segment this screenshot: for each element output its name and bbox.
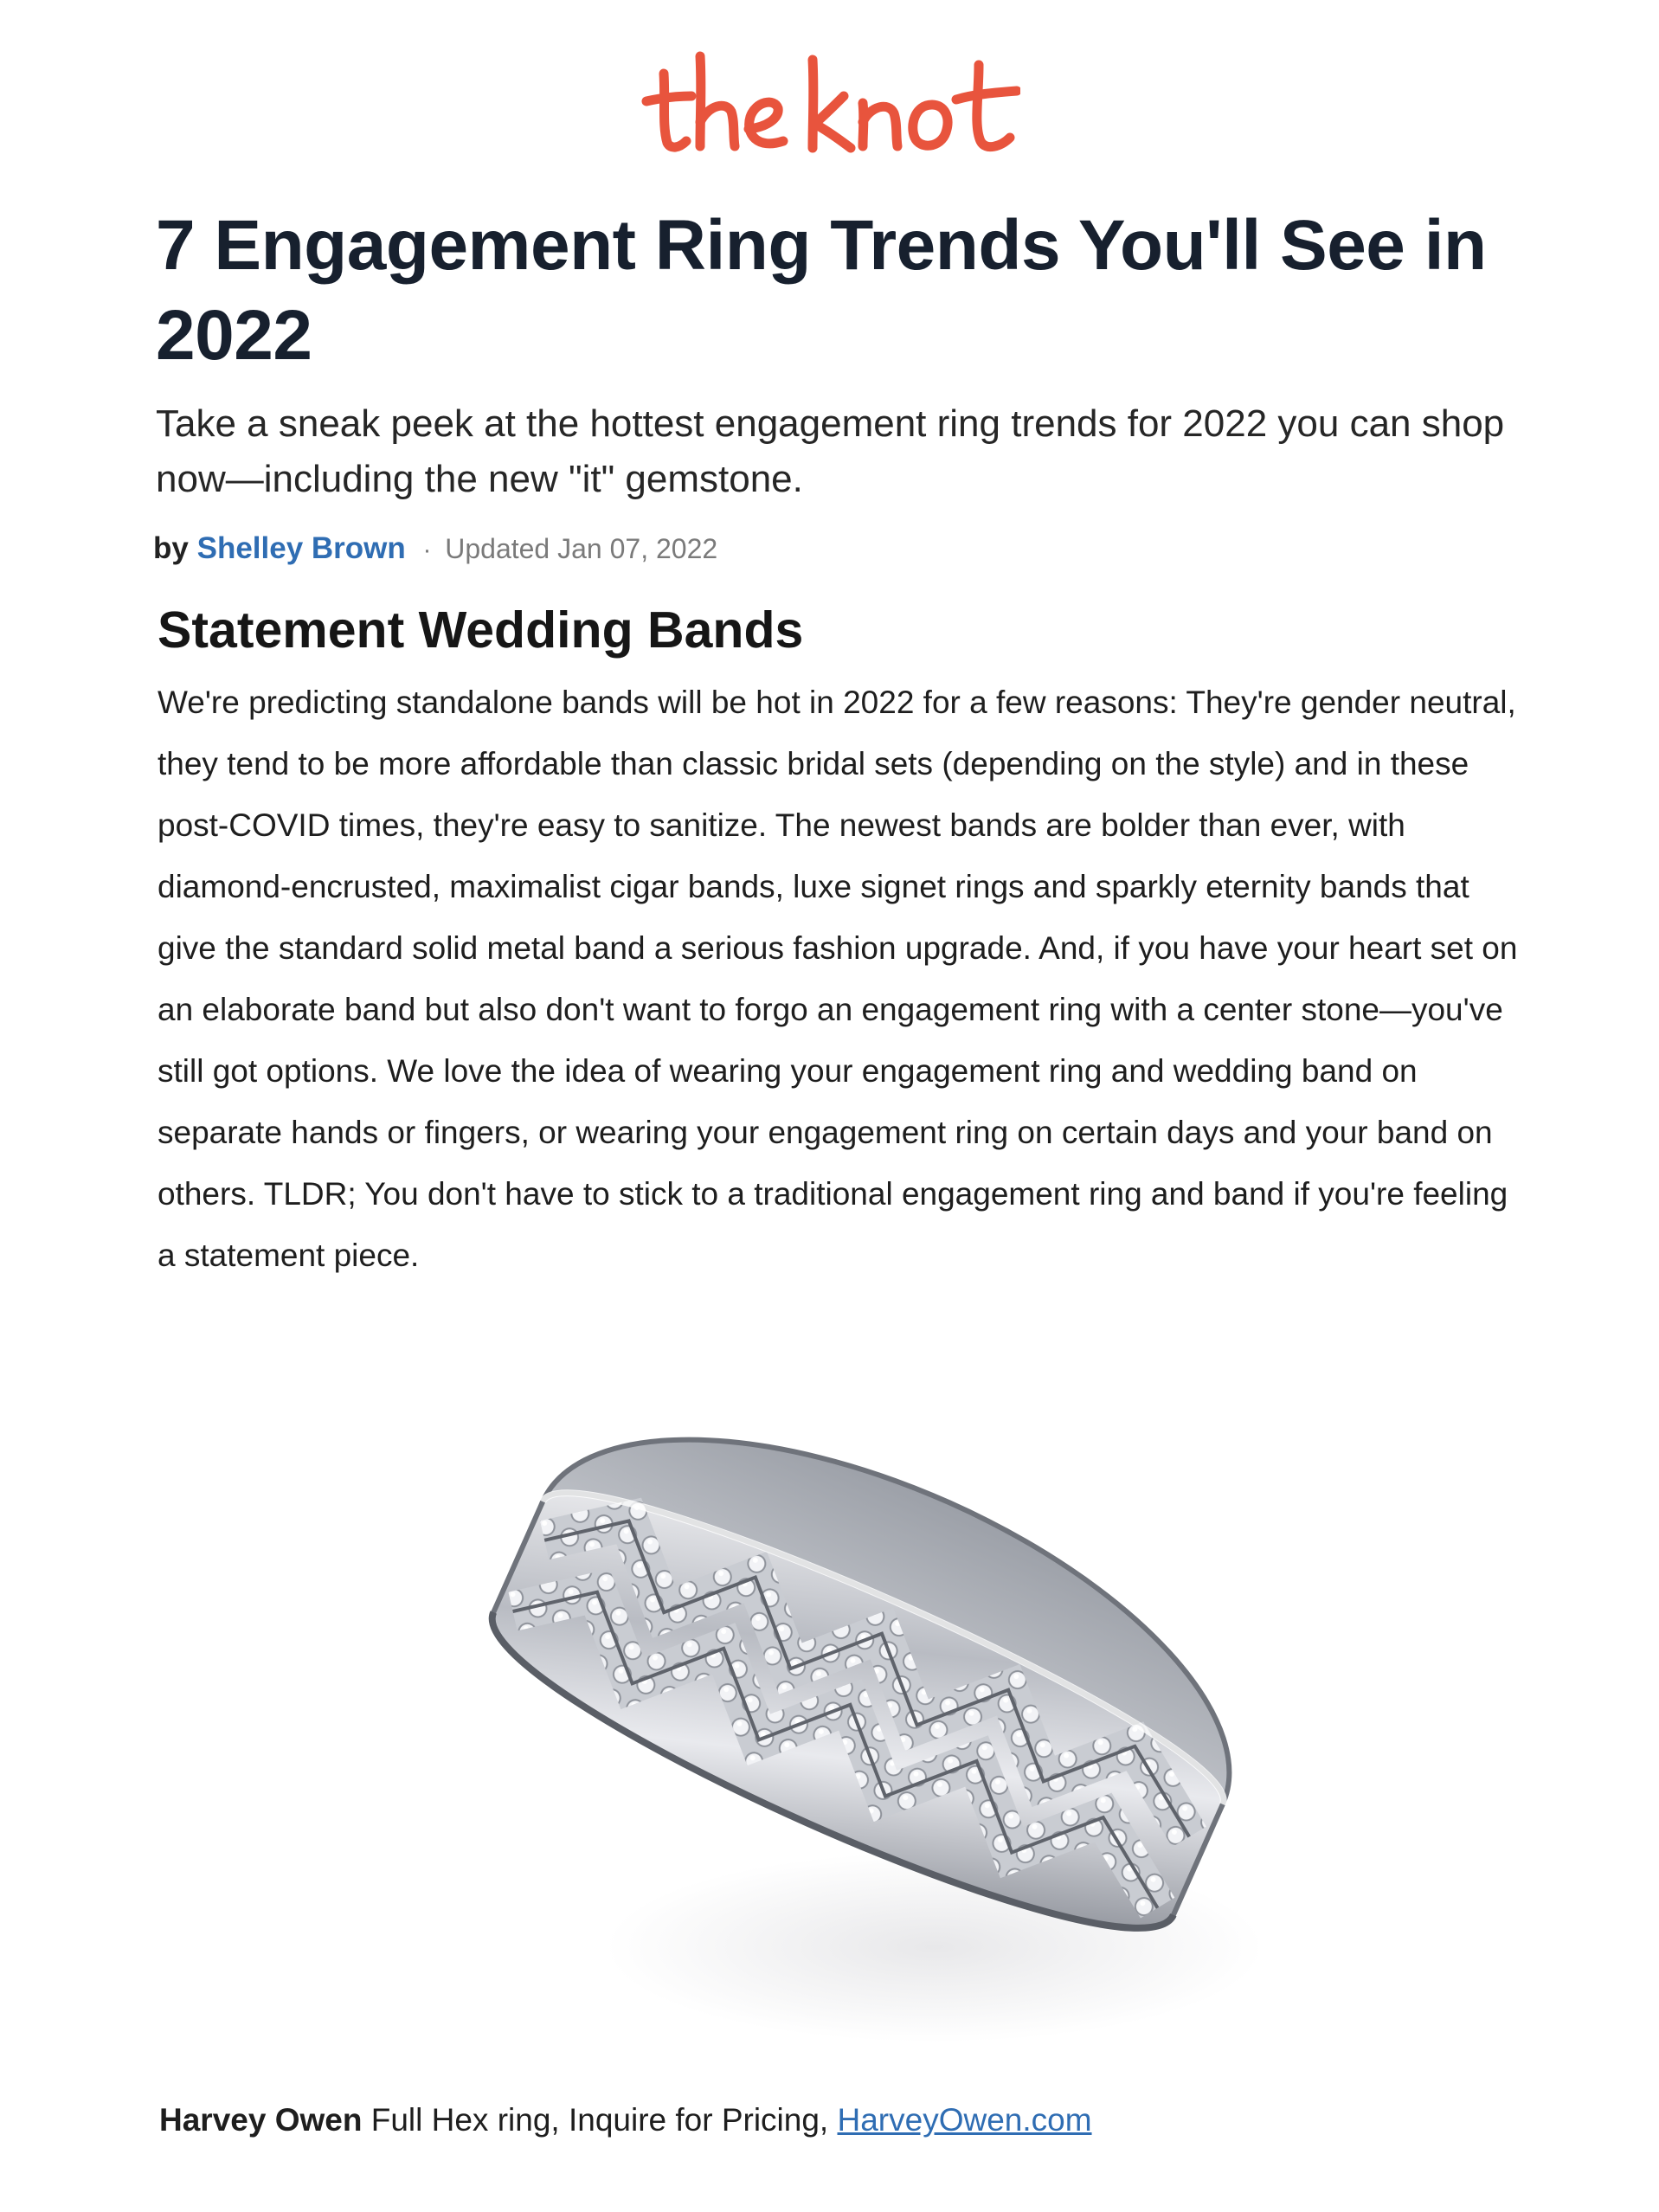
section-heading: Statement Wedding Bands: [158, 601, 804, 659]
the-knot-logo-icon: [640, 39, 1020, 169]
image-caption: [159, 2098, 1092, 2143]
article-title: 7 Engagement Ring Trends You'll See in 2022: [156, 206, 1487, 375]
caption-link[interactable]: HarveyOwen.com: [837, 2102, 1092, 2138]
byline-separator: ·: [422, 536, 432, 564]
byline: [153, 528, 717, 571]
caption-text: Full Hex ring, Inquire for Pricing,: [362, 2102, 838, 2138]
site-logo[interactable]: [0, 35, 1659, 173]
section-body: We're predicting standalone bands will be hot in 2022 for a few reasons: They're gender neutral, they tend to be more affordable than classic bridal sets (depending on the style) and in these post-COVID times, they're easy to sanitize. The newest bands are bolder than ever, with diamond-encrusted, maximalist cigar bands, luxe signet rings and sparkly eternity bands that give the standard solid metal band a serious fashion upgrade. And, if you have your heart set on an elaborate band but also don't want to forgo an engagement ring with a center stone—you've still got options. We love the idea of wearing your engagement ring and wedding band on separate hands or fingers, or wearing your engagement ring on certain days and your band on others. TLDR; You don't have to stick to a traditional engagement ring and band if you're feeling a statement piece.: [158, 685, 1518, 1273]
author-link[interactable]: Shelley Brown: [196, 531, 406, 565]
ring-icon: [381, 1324, 1385, 2068]
article-subtitle: Take a sneak peek at the hottest engagement ring trends for 2022 you can shop now—including the new "it" gemstone.: [156, 402, 1505, 500]
byline-by-label: by: [153, 531, 189, 565]
ring-image: [381, 1324, 1385, 2068]
updated-date: Updated Jan 07, 2022: [445, 533, 718, 564]
caption-brand: Harvey Owen: [159, 2102, 363, 2138]
